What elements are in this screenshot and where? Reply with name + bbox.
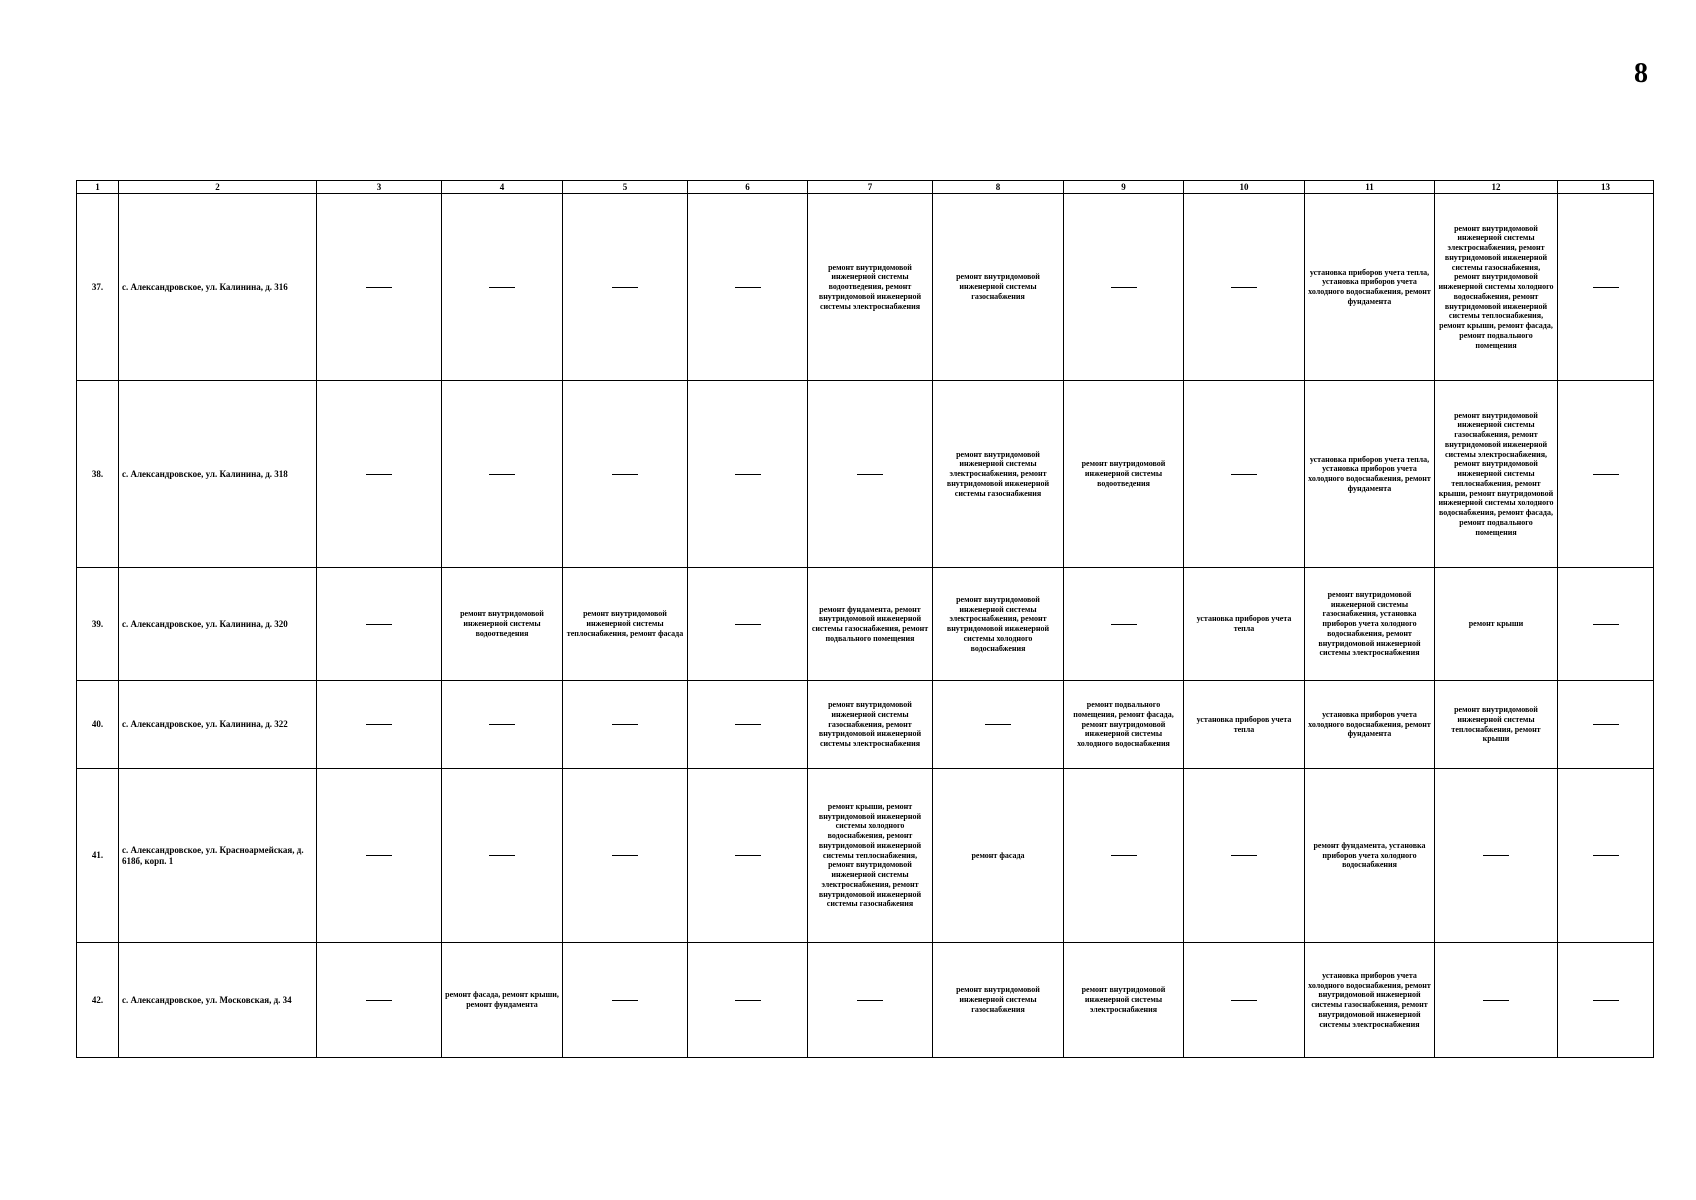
repair-schedule-table xyxy=(76,180,1654,1058)
work-cell-col-13 xyxy=(1558,681,1654,769)
row-number: 42. xyxy=(77,943,119,1058)
work-cell-col-4: ремонт фасада, ремонт крыши, ремонт фундамента xyxy=(442,943,563,1058)
empty-dash xyxy=(366,474,392,475)
work-cell-col-13 xyxy=(1558,943,1654,1058)
empty-dash xyxy=(1111,855,1137,856)
work-cell-col-8: ремонт внутридомовой инженерной системы газоснабжения xyxy=(933,194,1064,381)
work-cell-col-10 xyxy=(1184,943,1305,1058)
page-number: 8 xyxy=(1634,58,1648,89)
table-row xyxy=(77,568,1654,681)
work-cell-col-12 xyxy=(1435,943,1558,1058)
work-cell-col-3 xyxy=(317,769,442,943)
address-cell: с. Александровское, ул. Калинина, д. 316 xyxy=(119,194,317,381)
work-cell-col-3 xyxy=(317,943,442,1058)
work-cell-col-11: установка приборов учета тепла, установка приборов учета холодного водоснабжения, ремонт фундамента xyxy=(1305,194,1435,381)
work-cell-col-9 xyxy=(1064,194,1184,381)
work-cell-col-10 xyxy=(1184,769,1305,943)
work-cell-col-10: установка приборов учета тепла xyxy=(1184,568,1305,681)
empty-dash xyxy=(366,724,392,725)
work-cell-col-5 xyxy=(563,769,688,943)
work-cell-col-11: установка приборов учета холодного водоснабжения, ремонт фундамента xyxy=(1305,681,1435,769)
empty-dash xyxy=(735,287,761,288)
work-cell-col-9: ремонт внутридомовой инженерной системы электроснабжения xyxy=(1064,943,1184,1058)
work-cell-col-5 xyxy=(563,381,688,568)
work-cell-col-13 xyxy=(1558,769,1654,943)
empty-dash xyxy=(489,724,515,725)
empty-dash xyxy=(735,1000,761,1001)
work-cell-col-8: ремонт внутридомовой инженерной системы электроснабжения, ремонт внутридомовой инженерной системы газоснабжения xyxy=(933,381,1064,568)
empty-dash xyxy=(735,724,761,725)
empty-dash xyxy=(1593,1000,1619,1001)
work-cell-col-5 xyxy=(563,681,688,769)
work-cell-col-13 xyxy=(1558,381,1654,568)
work-cell-col-10 xyxy=(1184,194,1305,381)
empty-dash xyxy=(1231,855,1257,856)
work-cell-col-4 xyxy=(442,681,563,769)
work-cell-col-4 xyxy=(442,381,563,568)
work-cell-col-12 xyxy=(1435,769,1558,943)
work-cell-col-12: ремонт крыши xyxy=(1435,568,1558,681)
empty-dash xyxy=(735,855,761,856)
table-row xyxy=(77,769,1654,943)
work-cell-col-12: ремонт внутридомовой инженерной системы теплоснабжения, ремонт крыши xyxy=(1435,681,1558,769)
work-cell-col-3 xyxy=(317,381,442,568)
work-cell-col-10 xyxy=(1184,381,1305,568)
empty-dash xyxy=(985,724,1011,725)
work-cell-col-7: ремонт крыши, ремонт внутридомовой инженерной системы холодного водоснабжения, ремонт внутридомовой инженерной системы теплоснабжения, ремонт внутридомовой инженерной системы электроснабжения, ремонт внутридомовой инженерной системы газоснабжения xyxy=(808,769,933,943)
column-number: 3 xyxy=(317,181,442,194)
work-cell-col-6 xyxy=(688,681,808,769)
empty-dash xyxy=(612,1000,638,1001)
work-cell-col-3 xyxy=(317,568,442,681)
empty-dash xyxy=(1593,287,1619,288)
work-cell-col-8: ремонт внутридомовой инженерной системы электроснабжения, ремонт внутридомовой инженерной системы холодного водоснабжения xyxy=(933,568,1064,681)
table-row xyxy=(77,681,1654,769)
empty-dash xyxy=(1483,855,1509,856)
empty-dash xyxy=(1231,287,1257,288)
column-number: 13 xyxy=(1558,181,1654,194)
column-number: 10 xyxy=(1184,181,1305,194)
work-cell-col-4: ремонт внутридомовой инженерной системы водоотведения xyxy=(442,568,563,681)
column-number-row xyxy=(77,181,1654,194)
address-cell: с. Александровское, ул. Калинина, д. 322 xyxy=(119,681,317,769)
address-cell: с. Александровское, ул. Калинина, д. 318 xyxy=(119,381,317,568)
work-cell-col-5 xyxy=(563,194,688,381)
column-number: 11 xyxy=(1305,181,1435,194)
work-cell-col-5 xyxy=(563,943,688,1058)
work-cell-col-10: установка приборов учета тепла xyxy=(1184,681,1305,769)
work-cell-col-7 xyxy=(808,943,933,1058)
empty-dash xyxy=(735,624,761,625)
column-number: 7 xyxy=(808,181,933,194)
work-cell-col-8 xyxy=(933,681,1064,769)
column-number: 4 xyxy=(442,181,563,194)
row-number: 40. xyxy=(77,681,119,769)
row-number: 39. xyxy=(77,568,119,681)
column-number: 1 xyxy=(77,181,119,194)
empty-dash xyxy=(1593,724,1619,725)
table-row xyxy=(77,194,1654,381)
column-number: 8 xyxy=(933,181,1064,194)
column-number: 12 xyxy=(1435,181,1558,194)
empty-dash xyxy=(489,474,515,475)
work-cell-col-3 xyxy=(317,681,442,769)
work-cell-col-8: ремонт фасада xyxy=(933,769,1064,943)
empty-dash xyxy=(612,724,638,725)
row-number: 41. xyxy=(77,769,119,943)
table-row xyxy=(77,943,1654,1058)
empty-dash xyxy=(857,474,883,475)
empty-dash xyxy=(1231,1000,1257,1001)
work-cell-col-11: установка приборов учета тепла, установка приборов учета холодного водоснабжения, ремонт фундамента xyxy=(1305,381,1435,568)
empty-dash xyxy=(366,855,392,856)
work-cell-col-7: ремонт внутридомовой инженерной системы водоотведения, ремонт внутридомовой инженерной системы электроснабжения xyxy=(808,194,933,381)
address-cell: с. Александровское, ул. Калинина, д. 320 xyxy=(119,568,317,681)
empty-dash xyxy=(735,474,761,475)
work-cell-col-12: ремонт внутридомовой инженерной системы газоснабжения, ремонт внутридомовой инженерной системы электроснабжения, ремонт внутридомовой инженерной системы теплоснабжения, ремонт крыши, ремонт внутридомовой инженерной системы холодного водоснабжения, ремонт фасада, ремонт подвального помещения xyxy=(1435,381,1558,568)
table-row xyxy=(77,381,1654,568)
empty-dash xyxy=(489,855,515,856)
address-cell: с. Александровское, ул. Красноармейская, д. 618б, корп. 1 xyxy=(119,769,317,943)
work-cell-col-7 xyxy=(808,381,933,568)
work-cell-col-13 xyxy=(1558,568,1654,681)
column-number: 5 xyxy=(563,181,688,194)
empty-dash xyxy=(1593,474,1619,475)
work-cell-col-6 xyxy=(688,943,808,1058)
empty-dash xyxy=(612,287,638,288)
empty-dash xyxy=(1483,1000,1509,1001)
empty-dash xyxy=(612,474,638,475)
column-number: 9 xyxy=(1064,181,1184,194)
work-cell-col-3 xyxy=(317,194,442,381)
work-cell-col-11: установка приборов учета холодного водоснабжения, ремонт внутридомовой инженерной системы газоснабжения, ремонт внутридомовой инженерной системы электроснабжения xyxy=(1305,943,1435,1058)
work-cell-col-9 xyxy=(1064,568,1184,681)
row-number: 37. xyxy=(77,194,119,381)
work-cell-col-5: ремонт внутридомовой инженерной системы теплоснабжения, ремонт фасада xyxy=(563,568,688,681)
work-cell-col-6 xyxy=(688,568,808,681)
work-cell-col-11: ремонт фундамента, установка приборов учета холодного водоснабжения xyxy=(1305,769,1435,943)
empty-dash xyxy=(366,624,392,625)
empty-dash xyxy=(366,1000,392,1001)
work-cell-col-13 xyxy=(1558,194,1654,381)
work-cell-col-9: ремонт подвального помещения, ремонт фасада, ремонт внутридомовой инженерной системы холодного водоснабжения xyxy=(1064,681,1184,769)
empty-dash xyxy=(612,855,638,856)
work-cell-col-7: ремонт внутридомовой инженерной системы газоснабжения, ремонт внутридомовой инженерной системы электроснабжения xyxy=(808,681,933,769)
work-cell-col-6 xyxy=(688,194,808,381)
column-number: 2 xyxy=(119,181,317,194)
empty-dash xyxy=(1593,624,1619,625)
empty-dash xyxy=(1231,474,1257,475)
work-cell-col-4 xyxy=(442,769,563,943)
column-number: 6 xyxy=(688,181,808,194)
address-cell: с. Александровское, ул. Московская, д. 34 xyxy=(119,943,317,1058)
work-cell-col-6 xyxy=(688,769,808,943)
empty-dash xyxy=(366,287,392,288)
empty-dash xyxy=(489,287,515,288)
work-cell-col-12: ремонт внутридомовой инженерной системы электроснабжения, ремонт внутридомовой инженерной системы газоснабжения, ремонт внутридомовой инженерной системы холодного водоснабжения, ремонт внутридомовой инженерной системы теплоснабжения, ремонт крыши, ремонт фасада, ремонт подвального помещения xyxy=(1435,194,1558,381)
work-cell-col-9: ремонт внутридомовой инженерной системы водоотведения xyxy=(1064,381,1184,568)
work-cell-col-11: ремонт внутридомовой инженерной системы газоснабжения, установка приборов учета холодного водоснабжения, ремонт внутридомовой инженерной системы электроснабжения xyxy=(1305,568,1435,681)
empty-dash xyxy=(857,1000,883,1001)
work-cell-col-7: ремонт фундамента, ремонт внутридомовой инженерной системы газоснабжения, ремонт подвального помещения xyxy=(808,568,933,681)
work-cell-col-6 xyxy=(688,381,808,568)
empty-dash xyxy=(1111,287,1137,288)
row-number: 38. xyxy=(77,381,119,568)
empty-dash xyxy=(1111,624,1137,625)
empty-dash xyxy=(1593,855,1619,856)
work-cell-col-8: ремонт внутридомовой инженерной системы газоснабжения xyxy=(933,943,1064,1058)
work-cell-col-4 xyxy=(442,194,563,381)
work-cell-col-9 xyxy=(1064,769,1184,943)
